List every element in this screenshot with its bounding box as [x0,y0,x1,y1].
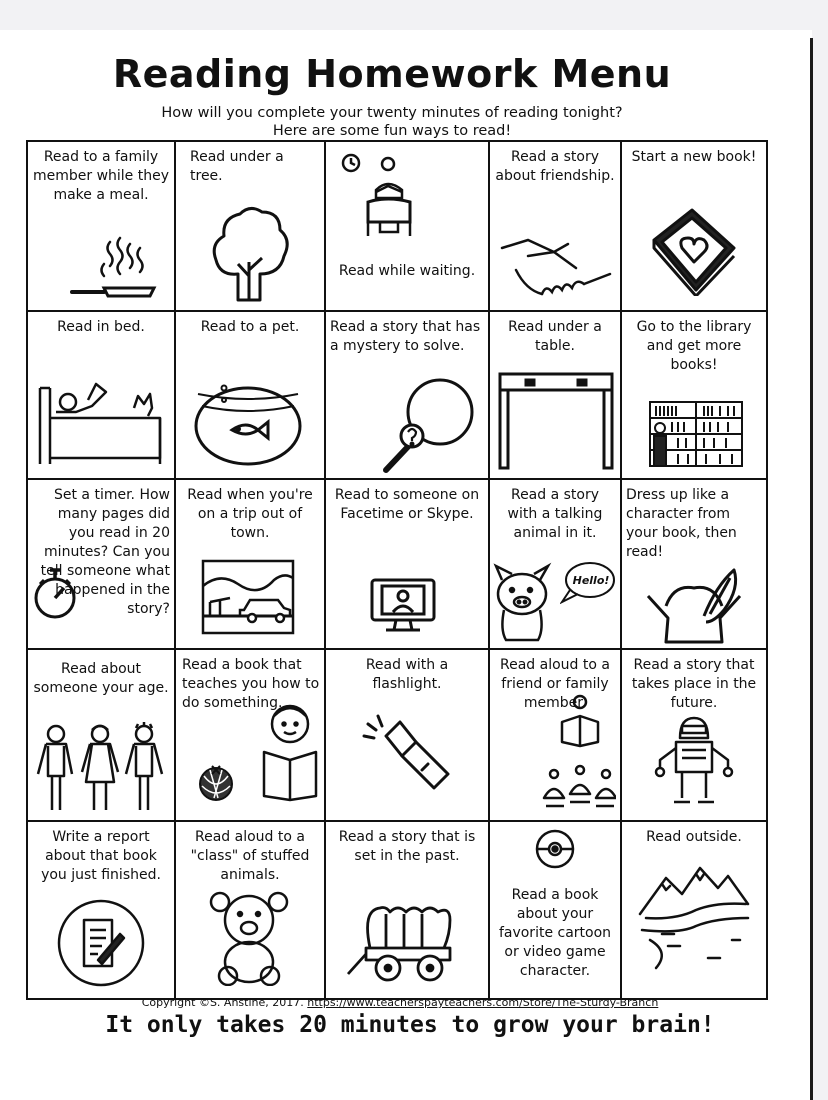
menu-cell-text: Read a story that takes place in the future. [631,657,757,711]
menu-cell-trip [176,480,326,650]
mountain-river-icon [636,860,752,978]
video-call-icon [368,576,438,634]
menu-cell-bed [28,312,176,480]
menu-cell-new-book [622,142,766,312]
menu-cell-dress-up [622,480,766,650]
pokeball-icon [534,828,576,870]
menu-cell-text: Read to a family member while they make a meal. [32,149,170,203]
report-icon [56,898,146,988]
menu-cell-past [326,822,490,998]
menu-cell-text: Read a book that teaches you how to do something. [182,657,320,711]
menu-cell-text: Read to someone on Facetime or Skype. [334,487,480,522]
menu-cell-read-aloud-friend [490,650,622,822]
library-icon [648,400,744,468]
menu-cell-text: Read a book about your favorite cartoon or video game character. [498,887,612,979]
menu-cell-text: Set a timer. How many pages did you read in 20 minutes? Can you tell someone what happened in the story? [40,487,170,617]
costume-icon [644,566,744,644]
menu-cell-under-table [490,312,622,480]
learning-reader-icon [262,700,322,802]
menu-cell-text: Start a new book! [631,149,757,165]
table-icon [496,370,616,472]
tree-icon [208,204,290,304]
menu-cell-text: Read to a pet. [200,319,300,335]
menu-cell-text: Read a story that is set in the past. [338,829,476,864]
copyright-text: Copyright ©S. Anstine, 2017. [141,996,304,1009]
menu-cell-text: Read a story with a talking animal in it. [507,487,603,541]
menu-cell-text: Write a report about that book you just finished. [41,829,161,883]
menu-cell-text: Read while waiting. [338,263,476,279]
heart-book-icon [648,204,740,296]
menu-grid [26,140,768,1000]
menu-cell-friendship [490,142,622,312]
fishbowl-icon [192,376,304,468]
menu-cell-text: Read a story that has a mystery to solve. [330,319,481,354]
group-reading-icon [540,694,616,816]
menu-cell-text: Dress up like a character from your book, then read! [626,487,737,560]
page-title: Reading Homework Menu [112,52,672,96]
menu-cell-text: Go to the library and get more books! [636,319,752,373]
menu-cell-text: Read about someone your age. [33,661,169,696]
menu-cell-facetime [326,480,490,650]
robot-icon [652,714,736,806]
menu-cell-text: Read outside. [646,829,742,845]
menu-cell-tree [176,142,326,312]
subtitle-line-1: How will you complete your twenty minutes of reading tonight? [161,105,623,121]
kids-icon [34,722,168,814]
menu-cell-library [622,312,766,480]
menu-cell-outside [622,822,766,998]
menu-cell-text: Read in bed. [57,319,145,335]
sizzling-pan-icon [68,234,158,300]
menu-cell-text: Read aloud to a "class" of stuffed animals. [190,829,310,883]
menu-cell-how-to [176,650,326,822]
menu-cell-mystery [326,312,490,480]
footer-slogan: It only takes 20 minutes to grow your brain! [105,1012,715,1038]
waiting-reader-icon [340,152,432,244]
subtitle-line-2: Here are some fun ways to read! [272,123,512,139]
covered-wagon-icon [346,900,470,986]
menu-cell-future [622,650,766,822]
menu-cell-text: Read with a flashlight. [365,657,449,692]
handshake-icon [498,234,614,300]
menu-cell-flashlight [326,650,490,822]
menu-cell-stuffed-animals [176,822,326,998]
menu-cell-report [28,822,176,998]
bed-reader-icon [36,378,168,470]
yarn-ball-icon [196,762,236,802]
flashlight-icon [362,714,454,806]
menu-cell-cartoon [490,822,622,998]
menu-cell-text: Read under a tree. [190,149,284,184]
menu-cell-family-meal [28,142,176,312]
page-edge [810,38,813,1100]
speech-bubble-text: Hello! [572,574,610,587]
menu-cell-same-age [28,650,176,822]
menu-cell-text: Read when you're on a trip out of town. [187,487,313,541]
menu-cell-text: Read aloud to a friend or family member. [500,657,610,711]
magnifying-glass-icon [378,376,474,476]
menu-cell-waiting [326,142,490,312]
menu-cell-talking-animal [490,480,622,650]
store-link[interactable]: https://www.teacherspayteachers.com/Store/The-Sturdy-Branch [307,996,659,1009]
road-trip-icon [200,558,296,640]
menu-cell-text: Read under a table. [508,319,602,354]
talking-pig-icon [492,560,558,644]
menu-cell-pet [176,312,326,480]
menu-cell-timer [28,480,176,650]
teddy-bear-icon [206,890,292,986]
menu-cell-text: Read a story about friendship. [495,149,615,184]
copyright-line [0,996,800,1009]
stopwatch-icon [32,566,78,622]
